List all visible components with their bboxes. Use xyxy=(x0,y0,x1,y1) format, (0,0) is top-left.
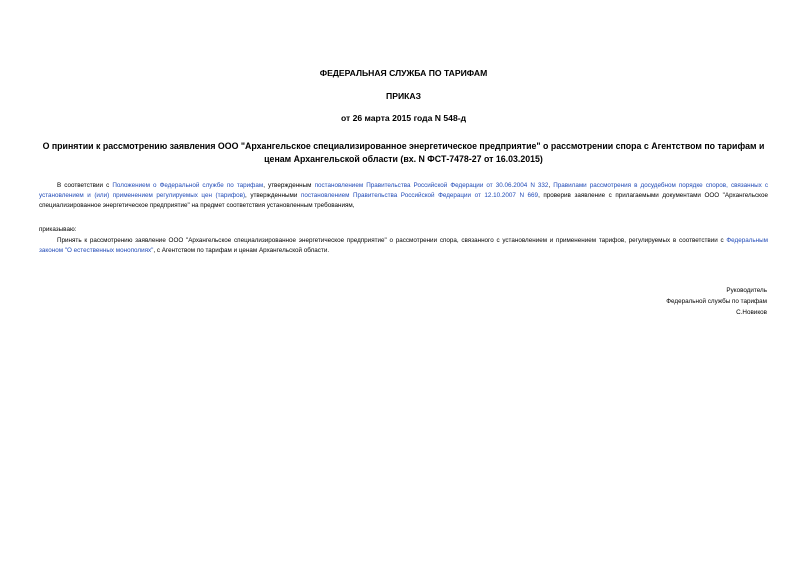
document-date-number: от 26 марта 2015 года N 548-д xyxy=(340,113,467,123)
link-resolution-669[interactable]: постановлением Правительства Российской Федерации от 12.10.2007 N 669 xyxy=(300,192,539,199)
agency-heading: ФЕДЕРАЛЬНАЯ СЛУЖБА ПО ТАРИФАМ xyxy=(319,68,488,78)
link-resolution-332[interactable]: постановлением Правительства Российской Федерации от 30.06.2004 N 332 xyxy=(314,182,549,189)
order-text-2: , с Агентством по тарифам и ценам Архангельской области. xyxy=(153,247,330,254)
document-type-heading: ПРИКАЗ xyxy=(386,91,421,101)
preamble-text-5: , проверив заявление с прилагаемыми документами ООО "Архангельское специализированное энергетическое предприятие" на предмет соответствия установленным требованиям, xyxy=(39,192,768,209)
order-word: приказываю: xyxy=(39,226,77,233)
preamble-text-4: , утвержденными xyxy=(245,192,301,199)
link-dispute-rules[interactable]: Правилами рассмотрения в досудебном порядке споров, связанных с установлением и (или) применением регулируемых цен (тарифов) xyxy=(39,182,769,199)
signature-organization: Федеральной службы по тарифам xyxy=(666,298,767,305)
signature-position: Руководитель xyxy=(726,287,767,294)
link-fst-regulation[interactable]: Положением о Федеральной службе по тарифам xyxy=(112,182,264,189)
preamble-text-3: , xyxy=(548,182,554,189)
document-title: О принятии к рассмотрению заявления ООО "Архангельское специализированное энергетическое предприятие" о рассмотрении спора с Агентством по тарифам и ценам Архангельской области (вх. N ФСТ-7478-27 от 16.03.2015) xyxy=(42,141,765,164)
order-paragraph xyxy=(39,236,768,256)
preamble-paragraph xyxy=(39,181,768,211)
preamble-text-2: , утвержденным xyxy=(263,182,315,189)
signature-name: С.Новиков xyxy=(736,309,767,316)
order-text-1: Принять к рассмотрению заявление ООО "Архангельское специализированное энергетическое предприятие" о рассмотрении спора, связанного с установлением и применением тарифов, регулируемых в соответствии с xyxy=(57,237,727,244)
link-natural-monopolies-law[interactable]: Федеральным законом "О естественных монополиях" xyxy=(39,237,768,254)
preamble-text-1: В соответствии с xyxy=(57,182,113,189)
